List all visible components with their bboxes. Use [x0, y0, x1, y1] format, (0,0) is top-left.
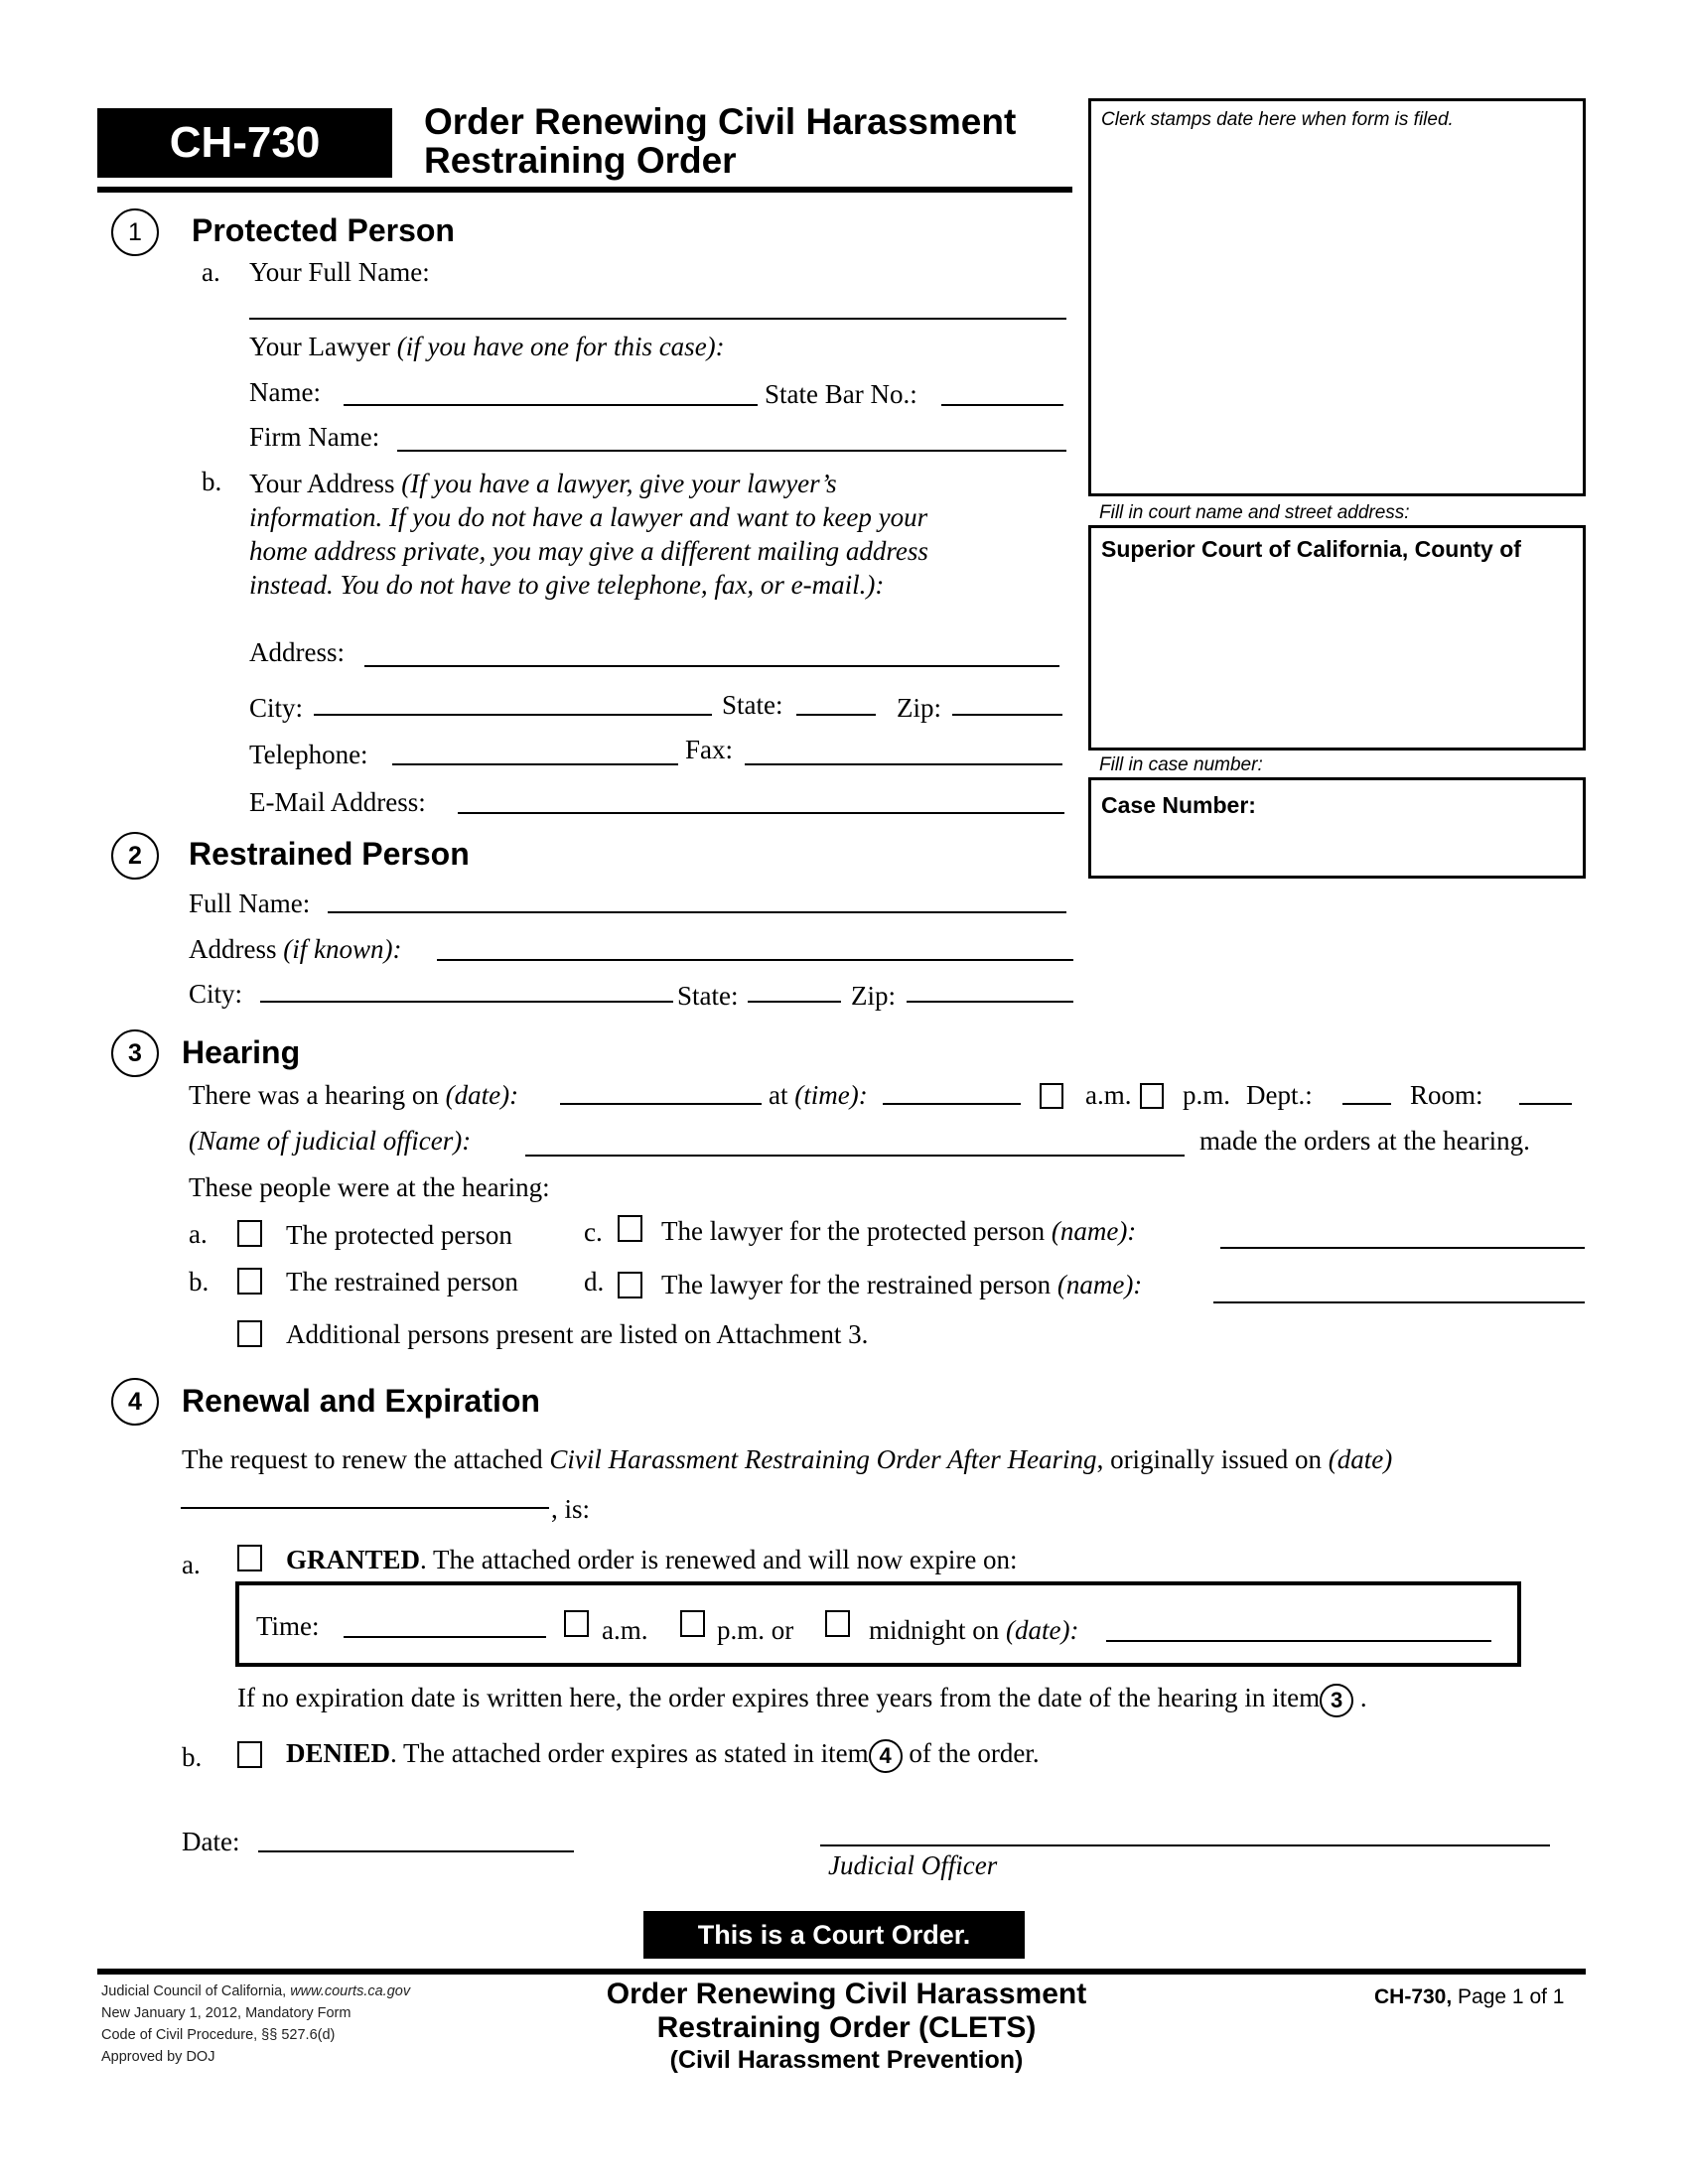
state-field[interactable]	[796, 714, 876, 716]
item-4b-label: b.	[182, 1742, 203, 1772]
email-label: E-Mail Address:	[249, 787, 426, 817]
signature-date-field[interactable]	[258, 1850, 574, 1852]
expiration-pm-checkbox[interactable]	[680, 1610, 705, 1637]
restrained-zip-label: Zip:	[851, 981, 896, 1011]
restrained-state-label: State:	[677, 981, 739, 1011]
expiration-am-checkbox[interactable]	[564, 1610, 589, 1637]
restrained-zip-field[interactable]	[907, 1001, 1073, 1003]
case-box-caption: Fill in case number:	[1099, 754, 1263, 775]
court-order-badge: This is a Court Order.	[643, 1911, 1025, 1959]
restrained-city-field[interactable]	[260, 1001, 673, 1003]
hearing-am-checkbox[interactable]	[1040, 1083, 1063, 1109]
restrained-full-name-label: Full Name:	[189, 888, 311, 918]
made-orders-text: made the orders at the hearing.	[1199, 1126, 1530, 1156]
address-label: Address:	[249, 637, 345, 667]
telephone-label: Telephone:	[249, 740, 368, 769]
judicial-officer-hint: (Name of judicial officer):	[189, 1126, 472, 1156]
hearing-at-label: at (time):	[769, 1080, 868, 1110]
signature-date-label: Date:	[182, 1827, 240, 1856]
your-lawyer-hint: (if you have one for this case):	[396, 332, 725, 361]
expiration-time-label: Time:	[256, 1611, 320, 1641]
city-label: City:	[249, 693, 304, 723]
judicial-officer-name-field[interactable]	[525, 1155, 1185, 1157]
item-1b-label: b.	[202, 467, 222, 496]
dept-field[interactable]	[1342, 1103, 1391, 1105]
granted-text: GRANTED. The attached order is renewed and will now expire on:	[286, 1545, 1018, 1574]
address-field[interactable]	[364, 665, 1059, 667]
form-title-line1: Order Renewing Civil Harassment	[424, 101, 1017, 142]
protected-person-present-label: The protected person	[286, 1220, 512, 1250]
footer-publisher-info: Judicial Council of California, www.courts.ca.gov New January 1, 2012, Mandatory Form Code of Civil Procedure, §§ 527.6(d) Approved by DOJ	[101, 1983, 411, 2065]
item-1a-label: a.	[202, 257, 220, 287]
courts-website-link[interactable]: www.courts.ca.gov	[290, 1983, 411, 1999]
lawyer-name-field[interactable]	[344, 404, 758, 406]
fax-field[interactable]	[745, 763, 1062, 765]
your-lawyer-label: Your Lawyer (if you have one for this case):	[249, 332, 725, 361]
restrained-full-name-field[interactable]	[328, 911, 1066, 913]
is-suffix: , is:	[551, 1494, 591, 1524]
protected-full-name-field[interactable]	[249, 318, 1066, 320]
expiration-date-field[interactable]	[1106, 1640, 1491, 1642]
expiration-pm-or-label: p.m. or	[717, 1615, 794, 1645]
item-3c-label: c.	[584, 1217, 603, 1247]
default-expiration-note: If no expiration date is written here, the order expires three years from the date of the hearing in item 3 .	[237, 1684, 1367, 1717]
zip-field[interactable]	[952, 714, 1062, 716]
item-4-reference-icon: 4	[869, 1739, 903, 1773]
footer-rule	[97, 1969, 1586, 1975]
section-title-renewal-expiration: Renewal and Expiration	[182, 1383, 540, 1419]
court-box-caption: Fill in court name and street address:	[1099, 502, 1410, 523]
footer-form-title: Order Renewing Civil Harassment Restraining Order (CLETS) (Civil Harassment Prevention)	[606, 1978, 1087, 2074]
item-number-3: 3	[111, 1029, 159, 1077]
expiration-midnight-checkbox[interactable]	[825, 1610, 850, 1637]
item-3b-label: b.	[189, 1267, 210, 1297]
zip-label: Zip:	[897, 693, 941, 723]
clerk-stamp-label: Clerk stamps date here when form is filed.	[1101, 109, 1454, 130]
hearing-pm-checkbox[interactable]	[1140, 1083, 1164, 1109]
restrained-address-field[interactable]	[437, 959, 1073, 961]
hearing-am-label: a.m.	[1085, 1080, 1132, 1110]
restrained-person-present-label: The restrained person	[286, 1267, 518, 1297]
form-title-line2: Restraining Order	[424, 140, 737, 181]
expiration-time-field[interactable]	[344, 1636, 546, 1638]
case-number-label: Case Number:	[1101, 792, 1256, 818]
denied-text: DENIED. The attached order expires as stated in item 4 of the order.	[286, 1739, 1040, 1773]
hearing-date-field[interactable]	[560, 1103, 762, 1105]
granted-checkbox[interactable]	[237, 1545, 262, 1571]
restrained-lawyer-name-field[interactable]	[1213, 1301, 1585, 1303]
room-label: Room:	[1410, 1080, 1483, 1110]
restrained-lawyer-present-checkbox[interactable]	[618, 1272, 642, 1298]
item-number-4: 4	[111, 1378, 159, 1426]
restrained-person-present-checkbox[interactable]	[237, 1268, 262, 1295]
room-field[interactable]	[1519, 1103, 1572, 1105]
section-title-hearing: Hearing	[182, 1034, 301, 1070]
item-3-reference-icon: 3	[1320, 1684, 1353, 1717]
item-3d-label: d.	[584, 1267, 605, 1297]
dept-label: Dept.:	[1246, 1080, 1313, 1110]
judicial-officer-signature-field[interactable]	[820, 1844, 1550, 1846]
form-number: CH-730	[169, 118, 321, 167]
protected-person-present-checkbox[interactable]	[237, 1220, 262, 1247]
hearing-pm-label: p.m.	[1183, 1080, 1231, 1110]
telephone-field[interactable]	[392, 763, 678, 765]
additional-persons-label: Additional persons present are listed on Attachment 3.	[286, 1319, 869, 1349]
state-bar-field[interactable]	[941, 404, 1063, 406]
header-rule	[97, 187, 1072, 193]
expiration-midnight-label: midnight on (date):	[869, 1615, 1079, 1645]
additional-persons-checkbox[interactable]	[237, 1320, 262, 1347]
protected-lawyer-present-checkbox[interactable]	[618, 1215, 642, 1242]
restrained-address-label: Address (if known):	[189, 934, 402, 964]
case-number-box[interactable]	[1088, 777, 1586, 879]
expiration-am-label: a.m.	[602, 1615, 648, 1645]
item-4a-label: a.	[182, 1550, 201, 1579]
firm-name-field[interactable]	[397, 450, 1066, 452]
address-instructions: Your Address (If you have a lawyer, give your lawyer’s information. If you do not have a lawyer and want to keep your home address private, you may give a different mailing address instead. You do not have to give telephone, fax, or e-mail.):	[249, 469, 928, 600]
hearing-time-field[interactable]	[883, 1103, 1021, 1105]
form-number-badge	[97, 108, 392, 178]
section-title-restrained-person: Restrained Person	[189, 836, 470, 872]
item-number-1: 1	[111, 208, 159, 256]
people-at-hearing-label: These people were at the hearing:	[189, 1172, 550, 1202]
state-bar-label: State Bar No.:	[765, 379, 917, 409]
restrained-city-label: City:	[189, 979, 243, 1009]
fax-label: Fax:	[685, 735, 734, 764]
hearing-on-label: There was a hearing on (date):	[189, 1080, 519, 1110]
denied-checkbox[interactable]	[237, 1741, 262, 1768]
form-title	[424, 102, 1016, 180]
court-name-text: Superior Court of California, County of	[1101, 536, 1521, 562]
court-name-box[interactable]	[1088, 525, 1586, 751]
item-3a-label: a.	[189, 1219, 208, 1249]
footer-page-info: CH-730, Page 1 of 1	[1374, 1985, 1565, 2008]
judicial-officer-label: Judicial Officer	[828, 1850, 998, 1880]
full-name-label: Your Full Name:	[249, 257, 430, 287]
clerk-stamp-box[interactable]	[1088, 98, 1586, 496]
item-number-2: 2	[111, 832, 159, 880]
section-title-protected-person: Protected Person	[192, 212, 455, 248]
state-label: State:	[722, 690, 783, 720]
renewal-request-text: The request to renew the attached Civil Harassment Restraining Order After Hearing, originally issued on (date)	[182, 1444, 1393, 1474]
email-field[interactable]	[458, 812, 1064, 814]
restrained-state-field[interactable]	[748, 1001, 841, 1003]
city-field[interactable]	[314, 714, 712, 716]
restrained-lawyer-present-label: The lawyer for the restrained person (name):	[661, 1270, 1143, 1299]
lawyer-name-label: Name:	[249, 377, 321, 407]
firm-name-label: Firm Name:	[249, 422, 380, 452]
protected-lawyer-present-label: The lawyer for the protected person (name):	[661, 1216, 1137, 1246]
original-issue-date-field[interactable]	[181, 1507, 549, 1509]
protected-lawyer-name-field[interactable]	[1220, 1247, 1585, 1249]
